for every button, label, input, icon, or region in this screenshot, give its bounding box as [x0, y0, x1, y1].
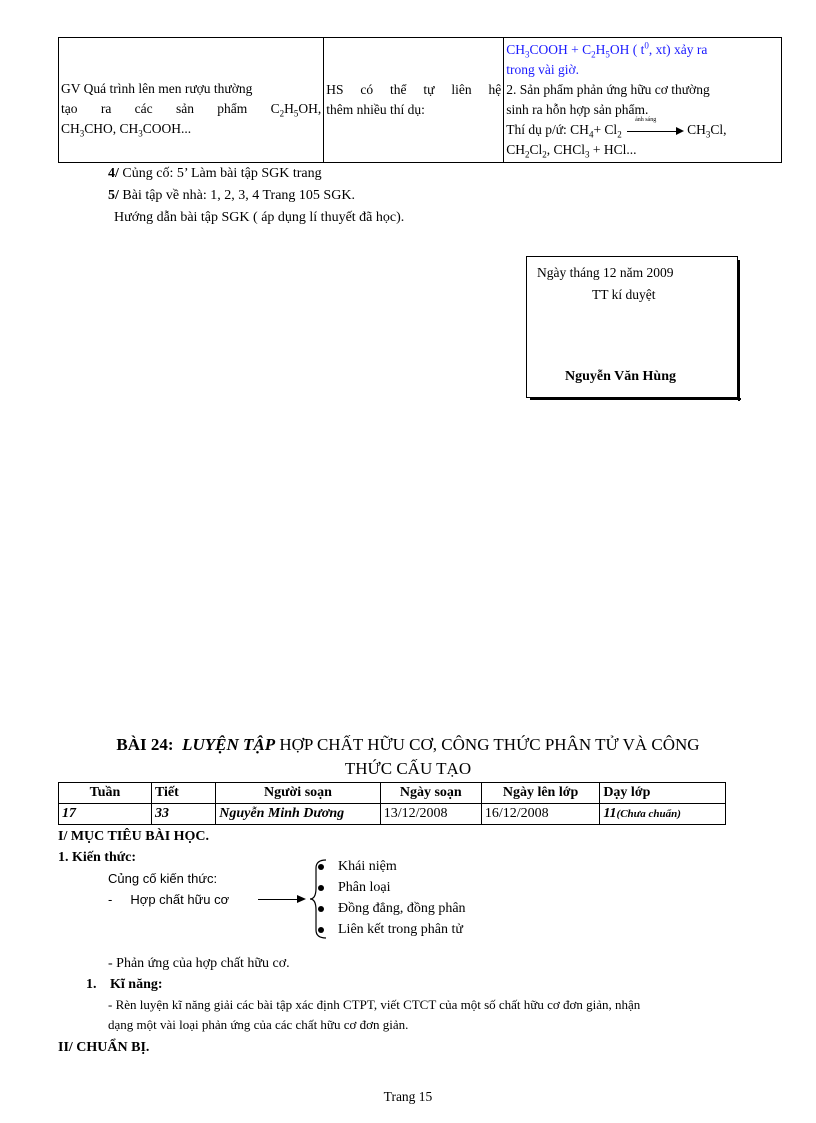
bullet-concept: Khái niệm [318, 859, 397, 875]
cell-teach-date: 16/12/2008 [481, 804, 599, 825]
lesson-title: BÀI 24: LUYỆN TẬP HỢP CHẤT HỮU CƠ, CÔNG THỨC PHÂN TỬ VÀ CÔNG THỨC CẤU TẠO [116, 735, 700, 778]
content-line-3: 2. Sản phẩm phản ứng hữu cơ thường [506, 82, 710, 97]
reaction-arrow [627, 116, 685, 137]
organic-compound-label: - Hợp chất hữu cơ [108, 892, 230, 907]
approval-box [526, 256, 738, 398]
info-data-row [59, 804, 726, 825]
approval-role: TT kí duyệt [592, 287, 656, 302]
bullet-dot-icon [318, 885, 324, 891]
preparation-heading: II/ CHUẨN BỊ. [58, 1040, 150, 1055]
reaction-line: - Phản ứng của hợp chất hữu cơ. [108, 956, 290, 971]
header-teach-date: Ngày lên lớp [481, 783, 599, 804]
cell-week: 17 [59, 804, 152, 825]
cell-period: 33 [151, 804, 215, 825]
bullet-bonding: Liên kết trong phân tử [318, 922, 463, 938]
content-line-5: Thí dụ p/ứ: $CH_4+ Cl_2$ ánh sáng $CH_3Cl$, [506, 116, 727, 140]
student-line-1: HS có thể tự liên hệ [326, 82, 502, 97]
arrow-head-icon [676, 127, 684, 135]
pointer-arrow-shaft [258, 899, 298, 900]
pointer-arrow-head-icon [297, 895, 306, 903]
knowledge-heading: 1. Kiến thức: [58, 850, 137, 865]
content-line-6: $CH_2Cl_2$, CHCl$_3$ + HCl... [506, 142, 637, 160]
skills-line-2: dạng một vài loại phản ứng của các chất hữu cơ đơn giản. [108, 1017, 409, 1032]
content-cell [504, 38, 782, 163]
bullet-dot-icon [318, 927, 324, 933]
cell-author: Nguyễn Minh Dương [216, 804, 380, 825]
content-line-1: $CH_3COOH + C_2H_5OH$ ( $t^0$, xt) xảy ra [506, 40, 708, 60]
info-header-row [59, 783, 726, 804]
skills-line-1: - Rèn luyện kĩ năng giải các bài tập xác định CTPT, viết CTCT của một số chất hữu cơ đơn giản, nhận [108, 997, 641, 1012]
bullet-classification: Phân loại [318, 880, 391, 896]
bullet-dot-icon [318, 864, 324, 870]
teacher-line-2: tạo ra các sản phẩm $C_2H_5OH$, [61, 101, 322, 119]
skills-number: 1. [86, 977, 97, 992]
skills-heading: Kĩ năng: [110, 977, 163, 992]
teacher-activity-cell [59, 38, 324, 163]
page-number: Trang 15 [383, 1089, 433, 1104]
activity-table [58, 37, 782, 163]
consolidate-label: Củng cố kiến thức: [108, 871, 218, 886]
lesson-info-table [58, 782, 726, 825]
approver-name: Nguyễn Văn Hùng [565, 369, 677, 384]
teacher-line-1: GV Quá trình lên men rượu thường [61, 81, 253, 96]
bullet-homolog-isomer: Đồng đẳng, đồng phân [318, 901, 466, 917]
teacher-line-3: $CH_3CHO$, $CH_3COOH$... [61, 121, 192, 139]
arrow-shaft [627, 131, 677, 132]
cell-prep-date: 13/12/2008 [380, 804, 481, 825]
content-line-2: trong vài giờ. [506, 62, 579, 77]
bullet-dot-icon [318, 906, 324, 912]
header-prep-date: Ngày soạn [380, 783, 481, 804]
content-line-4: sinh ra hỗn hợp sản phẩm. [506, 102, 649, 117]
student-line-2: thêm nhiều thí dụ: [326, 102, 425, 117]
header-week: Tuần [59, 783, 152, 804]
objectives-heading: I/ MỤC TIÊU BÀI HỌC. [58, 829, 210, 844]
reaction-arrow-label: ánh sáng [635, 116, 657, 123]
guidance-line: Hướng dẫn bài tập SGK ( áp dụng lí thuyết đã học). [114, 210, 405, 225]
consolidation-line: 4/ Củng cố: 5’ Làm bài tập SGK trang [108, 166, 322, 181]
cell-class: 11(Chưa chuẩn) [600, 804, 726, 825]
student-activity-cell [324, 38, 504, 163]
header-period: Tiết [151, 783, 215, 804]
approval-date: Ngày tháng 12 năm 2009 [537, 265, 674, 280]
header-class: Dạy lớp [600, 783, 726, 804]
homework-line: 5/ Bài tập về nhà: 1, 2, 3, 4 Trang 105 SGK. [108, 188, 355, 203]
header-author: Người soạn [216, 783, 380, 804]
